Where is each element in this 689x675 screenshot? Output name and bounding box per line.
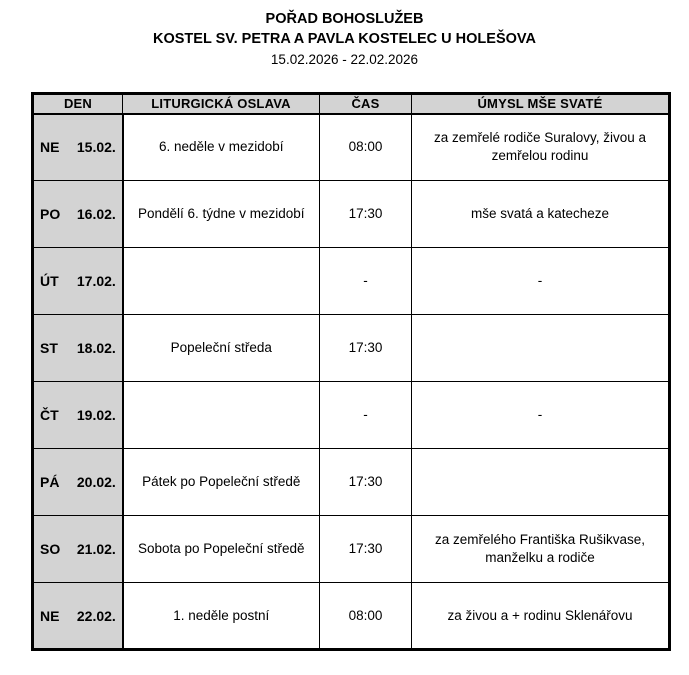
time-cell: 17:30 [320,181,412,248]
day-abbreviation: NE [40,139,60,156]
day-cell [33,583,123,650]
table-row [33,114,670,181]
header-mass-intention: ÚMYSL MŠE SVATÉ [412,94,670,114]
time-cell: 17:30 [320,516,412,583]
day-cell [33,248,123,315]
day-abbreviation: PO [40,206,61,222]
table-row [33,516,670,583]
time-cell: 08:00 [320,583,412,650]
liturgical-celebration-cell: Sobota po Popeleční středě [123,516,320,583]
day-abbreviation: SO [40,541,61,557]
time-cell: - [320,382,412,449]
table-row [33,315,670,382]
mass-intention-cell [412,449,670,516]
time-cell: 17:30 [320,449,412,516]
header-time: ČAS [320,94,412,114]
table-row [33,382,670,449]
day-abbreviation: ST [40,340,58,356]
day-cell [33,114,123,181]
day-abbreviation: ÚT [40,273,59,289]
service-schedule-table [31,92,671,651]
mass-intention-cell: - [412,382,670,449]
liturgical-celebration-cell: Pátek po Popeleční středě [123,449,320,516]
liturgical-celebration-cell: Popeleční středa [123,315,320,382]
day-cell [33,181,123,248]
document-title-block [0,0,689,69]
mass-intention-cell: za živou a + rodinu Sklenářovu [412,583,670,650]
liturgical-celebration-cell [123,248,320,315]
date-range: 15.02.2026 - 22.02.2026 [270,52,419,67]
day-abbreviation: ČT [40,407,59,423]
day-date: 22.02. [76,607,116,624]
mass-intention-cell: - [412,248,670,315]
mass-intention-cell [412,315,670,382]
liturgical-celebration-cell [123,382,320,449]
time-cell: - [320,248,412,315]
day-date: 18.02. [76,340,116,356]
day-date: 15.02. [76,139,116,156]
day-cell [33,315,123,382]
table-row [33,248,670,315]
day-cell [33,382,123,449]
mass-intention-cell: mše svatá a katecheze [412,181,670,248]
time-cell: 08:00 [320,114,412,181]
day-date: 17.02. [76,273,116,289]
header-day: DEN [33,94,123,114]
day-date: 20.02. [76,474,116,490]
table-row [33,181,670,248]
document-title: POŘAD BOHOSLUŽEB [265,11,424,27]
day-cell [33,516,123,583]
day-abbreviation: PÁ [40,474,60,490]
liturgical-celebration-cell: Pondělí 6. týdne v mezidobí [123,181,320,248]
day-date: 16.02. [76,206,116,222]
church-name: KOSTEL SV. PETRA A PAVLA KOSTELEC U HOLEŠOVA [153,31,536,47]
liturgical-celebration-cell: 1. neděle postní [123,583,320,650]
day-cell [33,449,123,516]
mass-intention-cell: za zemřelého Františka Rušikvase, manželku a rodiče [412,516,670,583]
liturgical-celebration-cell: 6. neděle v mezidobí [123,114,320,181]
schedule-table-body [33,114,670,650]
day-date: 19.02. [76,407,116,423]
table-row [33,449,670,516]
day-abbreviation: NE [40,607,60,624]
schedule-table-header [33,94,670,114]
table-row [33,583,670,650]
mass-intention-cell: za zemřelé rodiče Suralovy, živou a zemřelou rodinu [412,114,670,181]
header-liturgical-celebration: LITURGICKÁ OSLAVA [123,94,320,114]
time-cell: 17:30 [320,315,412,382]
day-date: 21.02. [76,541,116,557]
